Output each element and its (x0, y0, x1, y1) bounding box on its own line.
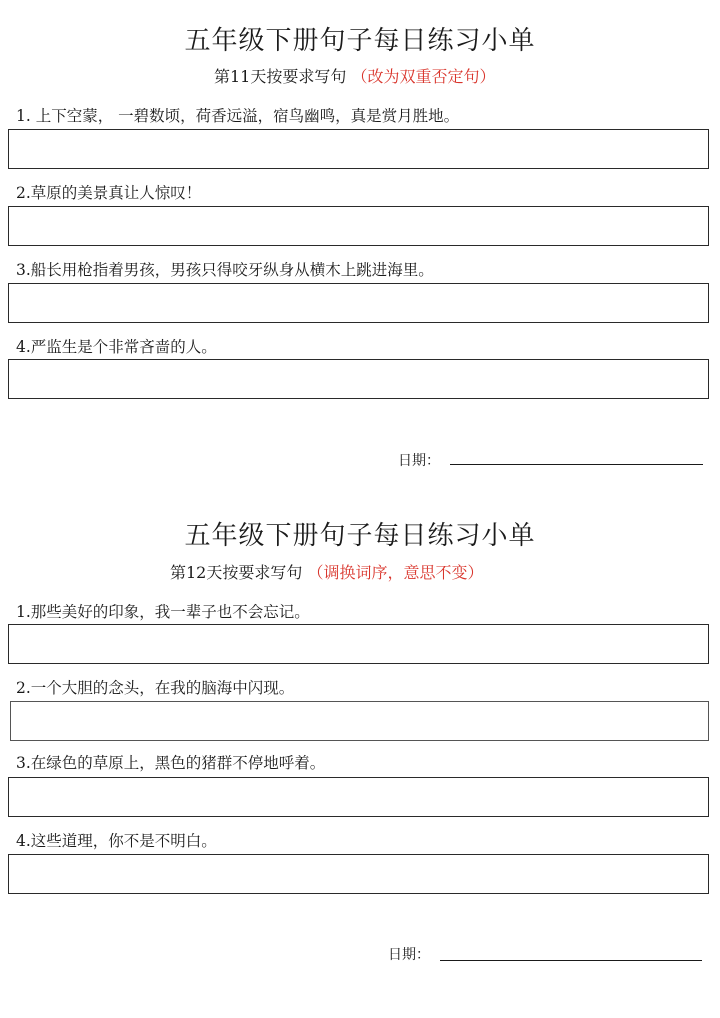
sheet1-date-label: 日期： (398, 453, 440, 469)
sheet2-answer-box-2[interactable] (10, 701, 709, 741)
sheet1-question-3: 3.船长用枪指着男孩，男孩只得咬牙纵身从横木上跳进海里。 (16, 261, 434, 279)
sheet1-title: 五年级下册句子每日练习小单 (184, 26, 536, 56)
sheet1-question-1: 1. 上下空蒙， 一碧数顷，荷香远溢，宿鸟幽鸣，真是赏月胜地。 (16, 107, 460, 125)
sheet1-subtitle (214, 64, 495, 87)
sheet1-answer-box-1[interactable] (8, 129, 709, 169)
sheet2-subtitle (170, 560, 483, 583)
sheet2-question-1: 1.那些美好的印象，我一辈子也不会忘记。 (16, 603, 310, 621)
sheet1-answer-box-4[interactable] (8, 359, 709, 399)
sheet2-answer-box-4[interactable] (8, 854, 709, 894)
sheet1-day-label: 第11天按要求写句 (214, 67, 347, 86)
sheet2-question-4: 4.这些道理，你不是不明白。 (16, 832, 217, 850)
sheet2-date-label: 日期： (388, 947, 430, 963)
sheet1-question-2: 2.草原的美景真让人惊叹！ (16, 184, 202, 202)
sheet2-answer-box-3[interactable] (8, 777, 709, 817)
sheet2-question-2: 2.一个大胆的念头，在我的脑海中闪现。 (16, 679, 295, 697)
sheet1-question-4: 4.严监生是个非常吝啬的人。 (16, 338, 217, 356)
sheet2-title: 五年级下册句子每日练习小单 (184, 521, 536, 551)
sheet2-answer-box-1[interactable] (8, 624, 709, 664)
sheet2-date-line[interactable] (440, 960, 702, 961)
sheet1-instruction: （改为双重否定句） (351, 67, 496, 86)
sheet1-date-line[interactable] (450, 464, 703, 465)
sheet1-answer-box-3[interactable] (8, 283, 709, 323)
sheet2-day-label: 第12天按要求写句 (170, 563, 303, 582)
sheet2-question-3: 3.在绿色的草原上，黑色的猪群不停地呼着。 (16, 754, 326, 772)
sheet1-answer-box-2[interactable] (8, 206, 709, 246)
sheet2-instruction: （调换词序，意思不变） (307, 563, 484, 582)
